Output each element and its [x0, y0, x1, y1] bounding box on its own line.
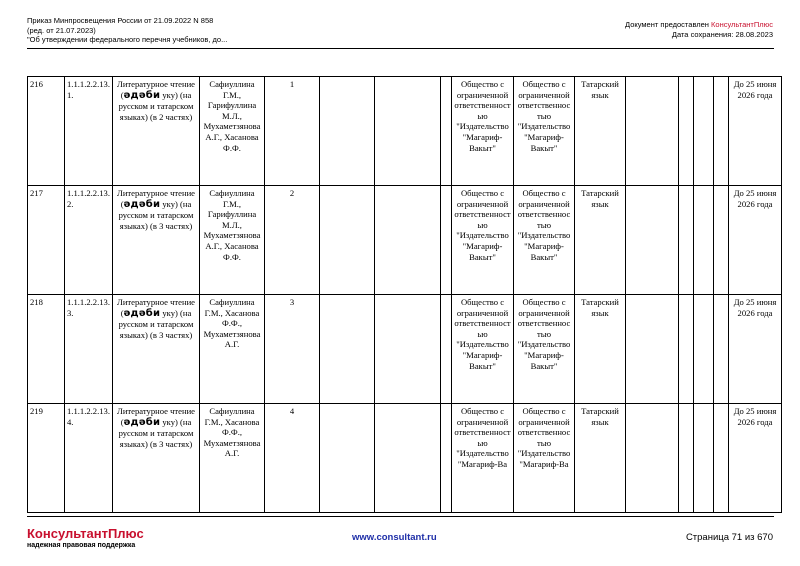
row-empty-cell	[694, 295, 714, 404]
row-empty-cell	[694, 186, 714, 295]
table-row	[28, 404, 782, 513]
header-line-3: "Об утверждении федерального перечня учебников, до...	[27, 35, 228, 44]
row-code-text: 1.1.1.2.2.13.1.	[67, 79, 110, 100]
row-expiry-date-text: До 25 июня 2026 года	[733, 79, 777, 100]
row-empty-cell	[441, 295, 452, 404]
row-authors	[200, 295, 265, 404]
row-number	[28, 77, 65, 186]
row-grade	[265, 186, 320, 295]
row-authors	[200, 186, 265, 295]
row-grade-text: 4	[289, 406, 295, 416]
row-language-text: Татарский язык	[581, 406, 619, 427]
row-code-text: 1.1.1.2.2.13.4.	[67, 406, 110, 427]
row-empty-cell	[694, 77, 714, 186]
document-header-right	[625, 20, 773, 40]
row-empty-cell	[626, 77, 679, 186]
row-publisher-text: Общество с ограниченной ответственностью "Издательство "Магариф-Вакыт"	[454, 297, 511, 371]
row-title-pre: Литературное чтение (	[117, 406, 195, 427]
row-rights-holder-text: Общество с ограниченной ответственностью "Издательство "Магариф-Вакыт"	[517, 188, 571, 262]
row-empty-cell	[694, 404, 714, 513]
row-publisher	[452, 404, 514, 513]
site-link[interactable]: www.consultant.ru	[352, 532, 437, 543]
row-grade-text: 3	[289, 297, 295, 307]
row-code-text: 1.1.1.2.2.13.3.	[67, 297, 110, 318]
row-title-pre: Литературное чтение (	[117, 188, 195, 209]
row-code	[65, 186, 113, 295]
row-language	[575, 295, 626, 404]
row-expiry-date	[729, 404, 782, 513]
row-empty-cell	[441, 404, 452, 513]
row-code	[65, 404, 113, 513]
row-title-post: уку) (на русском и татарском языках) (в 3 частях)	[118, 198, 194, 231]
row-expiry-date-text: До 25 июня 2026 года	[733, 406, 777, 427]
row-empty-cell	[714, 77, 729, 186]
row-empty-cell	[375, 186, 441, 295]
row-number-text: 216	[30, 79, 43, 89]
row-authors-text: Сафиуллина Г.М., Хасанова Ф.Ф., Мухаметзянова А.Г.	[203, 406, 261, 459]
row-language	[575, 186, 626, 295]
row-number-text: 217	[30, 188, 43, 198]
row-language	[575, 404, 626, 513]
table-row	[28, 77, 782, 186]
row-title-tatar: әдәби	[123, 307, 161, 319]
row-publisher	[452, 77, 514, 186]
provided-by-text: Документ предоставлен	[625, 20, 712, 29]
row-publisher-text: Общество с ограниченной ответственностью "Издательство "Магариф-Ва	[454, 406, 511, 469]
row-rights-holder	[514, 186, 575, 295]
logo-title: КонсультантПлюс	[27, 526, 144, 541]
row-language	[575, 77, 626, 186]
header-line-1: Приказ Минпросвещения России от 21.09.2022 N 858	[27, 16, 214, 25]
row-empty-cell	[714, 404, 729, 513]
table-body	[28, 77, 782, 513]
row-empty-cell	[375, 404, 441, 513]
row-authors-text: Сафиуллина Г.М., Гарифуллина М.Л., Мухаметзянова А.Г., Хасанова Ф.Ф.	[203, 188, 261, 262]
row-expiry-date	[729, 295, 782, 404]
row-empty-cell	[320, 295, 375, 404]
row-title-pre: Литературное чтение (	[117, 297, 195, 318]
row-empty-cell	[441, 77, 452, 186]
row-title	[113, 77, 200, 186]
row-empty-cell	[714, 186, 729, 295]
row-authors-text: Сафиуллина Г.М., Хасанова Ф.Ф., Мухаметзянова А.Г.	[203, 297, 261, 350]
page-counter: Страница 71 из 670	[685, 532, 773, 543]
row-expiry-date	[729, 186, 782, 295]
row-number-text: 219	[30, 406, 43, 416]
row-empty-cell	[320, 186, 375, 295]
row-grade	[265, 77, 320, 186]
row-empty-cell	[320, 404, 375, 513]
row-title	[113, 186, 200, 295]
row-publisher-text: Общество с ограниченной ответственностью "Издательство "Магариф-Вакыт"	[454, 188, 511, 262]
provider-brand-link[interactable]: КонсультантПлюс	[711, 20, 773, 29]
row-grade-text: 2	[289, 188, 295, 198]
row-empty-cell	[679, 295, 694, 404]
row-empty-cell	[679, 404, 694, 513]
row-code-text: 1.1.1.2.2.13.2.	[67, 188, 110, 209]
row-grade	[265, 404, 320, 513]
row-title	[113, 404, 200, 513]
row-publisher	[452, 295, 514, 404]
row-number-text: 218	[30, 297, 43, 307]
row-rights-holder	[514, 77, 575, 186]
row-grade	[265, 295, 320, 404]
row-title-tatar: әдәби	[123, 416, 161, 428]
row-expiry-date-text: До 25 июня 2026 года	[733, 188, 777, 209]
row-title-post: уку) (на русском и татарском языках) (в 2 частях)	[118, 89, 194, 122]
row-empty-cell	[320, 77, 375, 186]
logo-tagline: надежная правовая поддержка	[27, 542, 136, 549]
row-empty-cell	[679, 77, 694, 186]
row-empty-cell	[375, 295, 441, 404]
row-language-text: Татарский язык	[581, 297, 619, 318]
row-empty-cell	[375, 77, 441, 186]
provided-by	[625, 20, 773, 30]
row-expiry-date-text: До 25 июня 2026 года	[733, 297, 777, 318]
row-code	[65, 77, 113, 186]
row-rights-holder	[514, 404, 575, 513]
row-language-text: Татарский язык	[581, 188, 619, 209]
row-number	[28, 186, 65, 295]
row-language-text: Татарский язык	[581, 79, 619, 100]
header-line-2: (ред. от 21.07.2023)	[27, 25, 96, 35]
row-expiry-date	[729, 77, 782, 186]
row-empty-cell	[626, 295, 679, 404]
row-title-post: уку) (на русском и татарском языках) (в 3 частях)	[118, 416, 194, 449]
row-title-post: уку) (на русском и татарском языках) (в 3 частях)	[118, 307, 194, 340]
row-authors	[200, 404, 265, 513]
textbook-table	[27, 76, 782, 513]
row-publisher-text: Общество с ограниченной ответственностью "Издательство "Магариф-Вакыт"	[454, 79, 511, 153]
table-row	[28, 186, 782, 295]
row-authors-text: Сафиуллина Г.М., Гарифуллина М.Л., Мухаметзянова А.Г., Хасанова Ф.Ф.	[203, 79, 261, 153]
row-number	[28, 404, 65, 513]
row-title-pre: Литературное чтение (	[117, 79, 195, 100]
consultant-logo	[27, 526, 144, 551]
document-header-left	[27, 16, 227, 45]
row-title-tatar: әдәби	[123, 89, 161, 101]
row-empty-cell	[626, 404, 679, 513]
row-number	[28, 295, 65, 404]
row-title-tatar: әдәби	[123, 198, 161, 210]
table-row	[28, 295, 782, 404]
row-rights-holder-text: Общество с ограниченной ответственностью "Издательство "Магариф-Ва	[517, 406, 571, 469]
row-rights-holder	[514, 295, 575, 404]
row-empty-cell	[679, 186, 694, 295]
save-date: Дата сохранения: 28.08.2023	[671, 30, 773, 39]
row-empty-cell	[714, 295, 729, 404]
row-publisher	[452, 186, 514, 295]
row-empty-cell	[441, 186, 452, 295]
row-rights-holder-text: Общество с ограниченной ответственностью "Издательство "Магариф-Вакыт"	[517, 297, 571, 371]
row-empty-cell	[626, 186, 679, 295]
footer-divider	[27, 516, 774, 517]
row-grade-text: 1	[289, 79, 295, 89]
row-rights-holder-text: Общество с ограниченной ответственностью "Издательство "Магариф-Вакыт"	[517, 79, 571, 153]
row-code	[65, 295, 113, 404]
row-title	[113, 295, 200, 404]
row-authors	[200, 77, 265, 186]
header-divider	[27, 48, 774, 49]
